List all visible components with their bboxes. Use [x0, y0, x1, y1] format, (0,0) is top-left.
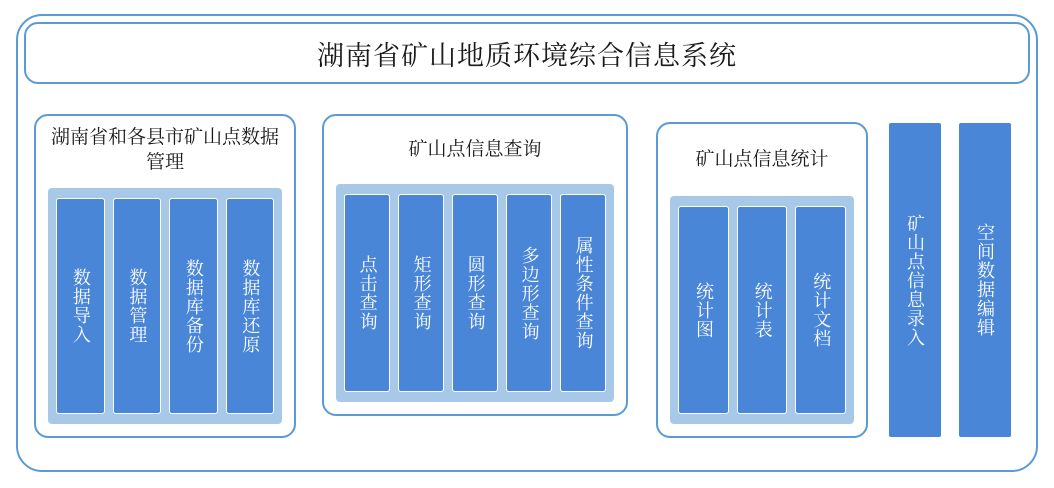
group-data-management-body	[48, 188, 282, 424]
node-spatial-data-edit[interactable]: 空间数据编辑	[958, 122, 1012, 438]
node-click-query[interactable]: 点击查询	[344, 194, 390, 392]
node-data-manage[interactable]: 数据管理	[113, 198, 162, 414]
group-mine-statistics-body	[670, 196, 854, 424]
group-data-management	[34, 114, 296, 438]
group-mine-query-title: 矿山点信息查询	[408, 138, 542, 160]
node-polygon-query[interactable]: 多边形查询	[506, 194, 552, 392]
node-data-import[interactable]: 数据导入	[56, 198, 105, 414]
group-mine-query-body	[336, 184, 614, 402]
page-title: 湖南省矿山地质环境综合信息系统	[317, 40, 737, 71]
node-mine-info-entry[interactable]: 矿山点信息录入	[888, 122, 942, 438]
node-circle-query[interactable]: 圆形查询	[452, 194, 498, 392]
group-mine-statistics	[656, 122, 868, 438]
node-attribute-condition-query[interactable]: 属性条件查询	[560, 194, 606, 392]
node-statistics-document[interactable]: 统计文档	[795, 206, 846, 414]
group-mine-query	[322, 114, 628, 416]
node-statistics-table[interactable]: 统计表	[737, 206, 788, 414]
node-statistics-chart[interactable]: 统计图	[678, 206, 729, 414]
node-database-restore[interactable]: 数据库还原	[226, 198, 275, 414]
system-title-box	[24, 22, 1030, 84]
group-mine-statistics-title: 矿山点信息统计	[695, 148, 829, 170]
group-data-management-title: 湖南省和各县市矿山点数据管理	[50, 127, 279, 173]
node-rectangle-query[interactable]: 矩形查询	[398, 194, 444, 392]
node-database-backup[interactable]: 数据库备份	[169, 198, 218, 414]
